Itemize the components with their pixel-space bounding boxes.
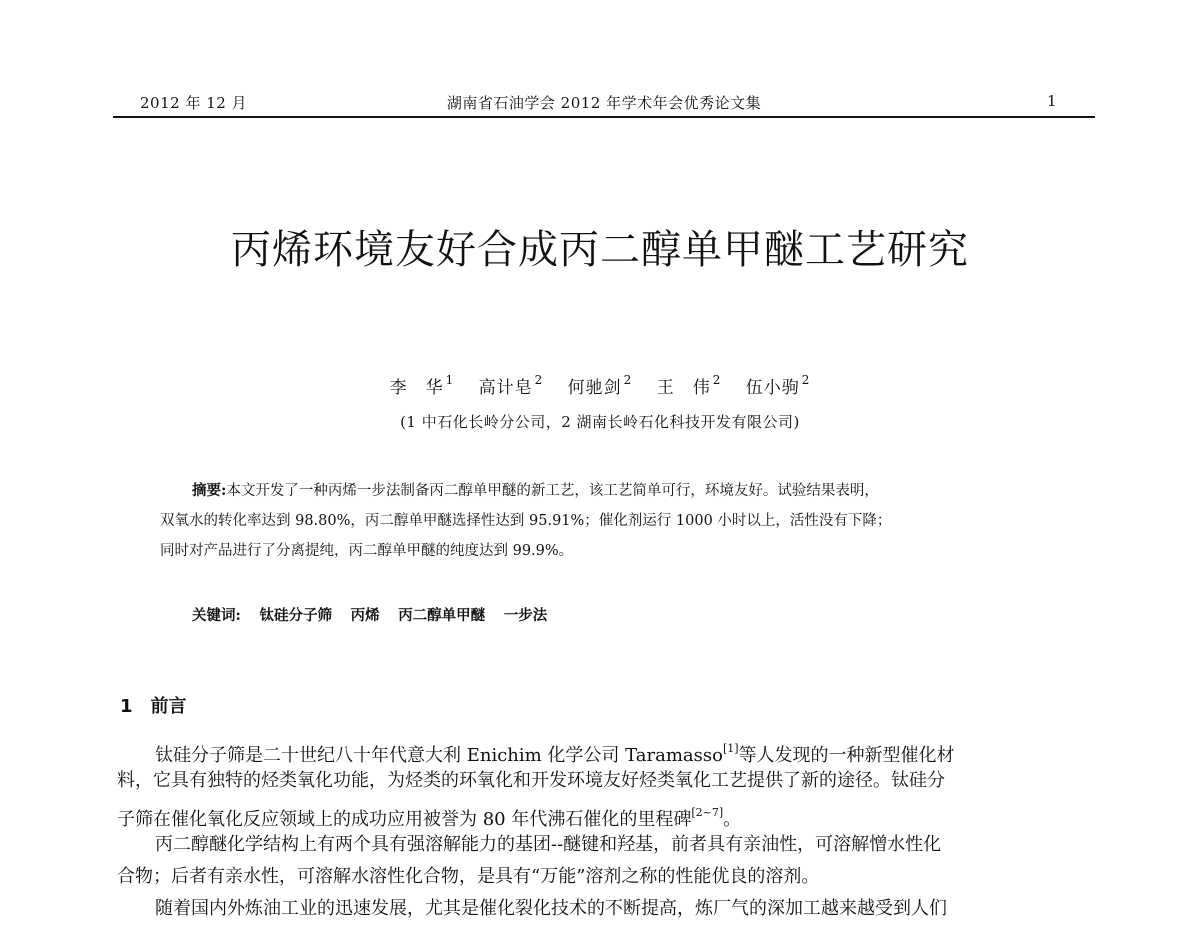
affiliation: (1 中石化长岭分公司，2 湖南长岭石化科技开发有限公司) [400,413,800,431]
author-affil-mark: 1 [445,373,455,387]
author [389,373,455,398]
author [745,373,811,398]
abstract [160,476,1056,566]
author-affil-mark: 2 [712,373,722,387]
keyword: 丙二醇单甲醚 [398,607,486,624]
keyword: 丙烯 [350,607,380,624]
keywords-label: 关键词: [192,607,241,624]
keyword: 钛硅分子筛 [259,607,332,624]
body-fragment: 钛硅分子筛是二十世纪八十年代意大利 Enichim 化学公司 Taramasso [155,745,723,765]
body-fragment: 子筛在催化氧化反应领域上的成功应用被誉为 80 年代沸石催化的里程碑 [117,809,692,829]
author [567,373,633,398]
abstract-text: 本文开发了一种丙烯一步法制备丙二醇单甲醚的新工艺，该工艺简单可行，环境友好。试验结果表明， [226,483,879,499]
body-fragment: 等人发现的一种新型催化材 [738,745,955,765]
body-line: 合物；后者有亲水性，可溶解水溶性化合物，是具有“万能”溶剂之称的性能优良的溶剂。 [117,866,820,887]
body-line [117,733,1097,765]
abstract-line: 双氧水的转化率达到 98.80%，丙二醇单甲醚选择性达到 95.91%；催化剂运行 1000 小时以上，活性没有下降； [160,513,892,529]
body-line [117,797,1097,829]
body-line: 丙二醇醚化学结构上有两个具有强溶解能力的基团--醚键和羟基，前者具有亲油性，可溶解憎水性化 [155,834,942,855]
author-affil-mark: 2 [801,373,811,387]
section-number: 1 [120,696,133,717]
keywords [192,604,561,625]
section-heading [120,692,187,718]
author-name: 王 伟 [656,378,711,398]
body-line: 料，它具有独特的烃类氧化功能，为烃类的环氧化和开发环境友好烃类氧化工艺提供了新的途径。钛硅分 [117,770,945,791]
author-affil-mark: 2 [623,373,633,387]
author [478,373,544,398]
header-date: 2012 年 12 月 [140,94,248,112]
abstract-line [160,476,1056,506]
author [656,373,722,398]
author-name: 何驰剑 [567,378,622,398]
body-line: 随着国内外炼油工业的迅速发展，尤其是催化裂化技术的不断提高，炼厂气的深加工越来越受到人们 [155,898,947,919]
paper-title: 丙烯环境友好合成丙二醇单甲醚工艺研究 [231,227,969,273]
author-name: 伍小驹 [745,378,800,398]
author-name: 高计皂 [478,378,533,398]
author-name: 李 华 [389,378,444,398]
citation: [2~7] [691,806,724,819]
header-page-number: 1 [1046,92,1057,110]
body-text [117,733,1097,925]
abstract-line: 同时对产品进行了分离提纯，丙二醇单甲醚的纯度达到 99.9%。 [160,543,574,559]
author-list [0,373,1200,398]
citation: [1] [722,742,739,755]
header-journal: 湖南省石油学会 2012 年学术年会优秀论文集 [446,94,762,112]
body-fragment: 。 [723,809,742,829]
author-affil-mark: 2 [534,373,544,387]
abstract-label: 摘要: [192,482,227,499]
page-header [113,90,1095,118]
section-title: 前言 [150,696,187,717]
keyword: 一步法 [503,607,548,624]
